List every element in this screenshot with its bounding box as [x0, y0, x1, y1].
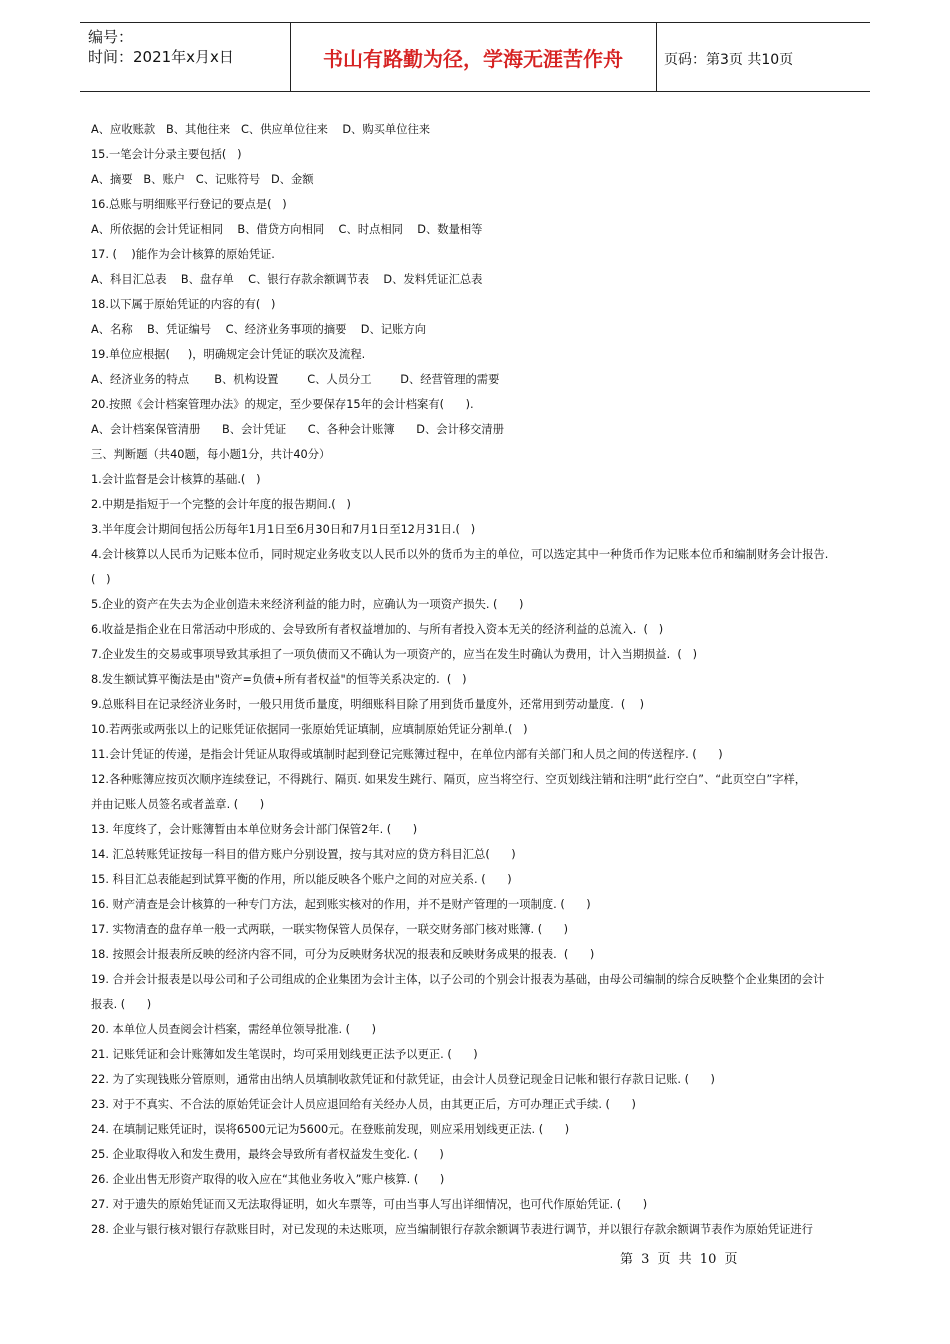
text-line: A、名称 B、凭证编号 C、经济业务事项的摘要 D、记账方向 [91, 323, 426, 336]
text-line: 9.总账科目在记录经济业务时，一般只用货币量度，明细账科目除了用到货币量度外，还常用到劳动量度. ( ) [91, 698, 645, 711]
header-info [88, 27, 288, 67]
text-line: A、摘要 B、账户 C、记账符号 D、金额 [91, 173, 314, 186]
text-line: 22. 为了实现钱账分管原则，通常由出纳人员填制收款凭证和付款凭证，由会计人员登记现金日记帐和银行存款日记账. ( ) [91, 1073, 715, 1086]
text-line: 13. 年度终了，会计账簿暂由本单位财务会计部门保管2年. ( ) [91, 823, 418, 836]
text-line: 1.会计监督是会计核算的基础.( ) [91, 473, 261, 486]
text-line: 10.若两张或两张以上的记账凭证依据同一张原始凭证填制，应填制原始凭证分割单.( ) [91, 723, 528, 736]
header-divider [656, 23, 657, 91]
text-line: 20. 本单位人员查阅会计档案，需经单位领导批准. ( ) [91, 1023, 377, 1036]
text-line: 23. 对于不真实、不合法的原始凭证会计人员应退回给有关经办人员，由其更正后，方可办理正式手续. ( ) [91, 1098, 636, 1111]
page-footer: 第 3 页 共 10 页 [620, 1252, 738, 1267]
text-line: 17. 实物清查的盘存单一般一式两联，一联实物保管人员保存，一联交财务部门核对账簿. ( ) [91, 923, 569, 936]
text-line: 5.企业的资产在失去为企业创造未来经济利益的能力时，应确认为一项资产损失. ( ) [91, 598, 524, 611]
document-time: 时间：2021年x月x日 [88, 48, 234, 66]
text-line: A、会计档案保管清册 B、会计凭证 C、各种会计账簿 D、会计移交清册 [91, 423, 505, 436]
text-line: 15. 科目汇总表能起到试算平衡的作用，所以能反映各个账户之间的对应关系. ( ) [91, 873, 512, 886]
text-line: 12.各种账簿应按页次顺序连续登记，不得跳行、隔页. 如果发生跳行、隔页，应当将空行、空页划线注销和注明“此行空白”、“此页空白”字样， [91, 773, 807, 786]
page-header [80, 22, 870, 92]
text-line: 21. 记账凭证和会计账簿如发生笔误时，均可采用划线更正法予以更正. ( ) [91, 1048, 478, 1061]
text-line: 7.企业发生的交易或事项导致其承担了一项负债而又不确认为一项资产的，应当在发生时确认为费用，计入当期损益. ( ) [91, 648, 697, 661]
text-line: 26. 企业出售无形资产取得的收入应在“其他业务收入”账户核算. ( ) [91, 1173, 445, 1186]
text-line: 并由记账人员签名或者盖章. ( ) [91, 798, 265, 811]
text-line: 14. 汇总转账凭证按每一科目的借方账户分别设置，按与其对应的贷方科目汇总( ) [91, 848, 516, 861]
text-line: 18. 按照会计报表所反映的经济内容不同，可分为反映财务状况的报表和反映财务成果的报表. ( ) [91, 948, 595, 961]
text-line: ( ) [91, 573, 111, 586]
text-line: 16. 财产清查是会计核算的一种专门方法，起到账实核对的作用，并不是财产管理的一项制度. ( ) [91, 898, 591, 911]
text-line: 20.按照《会计档案管理办法》的规定，至少要保存15年的会计档案有( ). [91, 398, 474, 411]
text-line: 19.单位应根据( )，明确规定会计凭证的联次及流程. [91, 348, 366, 361]
text-line: A、经济业务的特点 B、机构设置 C、人员分工 D、经营管理的需要 [91, 373, 500, 386]
text-line: 三、判断题（共40题，每小题1分，共计40分） [91, 448, 331, 461]
text-line: 15.一笔会计分录主要包括( ) [91, 148, 242, 161]
document-number-label: 编号： [88, 28, 134, 46]
text-line: A、科目汇总表 B、盘存单 C、银行存款余额调节表 D、发料凭证汇总表 [91, 273, 483, 286]
text-line: 28. 企业与银行核对银行存款账目时，对已发现的未达账项，应当编制银行存款余额调节表进行调节，并以银行存款余额调节表作为原始凭证进行 [91, 1223, 813, 1236]
text-line: 4.会计核算以人民币为记账本位币，同时规定业务收支以人民币以外的货币为主的单位，可以选定其中一种货币作为记账本位币和编制财务会计报告. [91, 548, 829, 561]
text-line: 18.以下属于原始凭证的内容的有( ) [91, 298, 276, 311]
header-page-code: 页码：第3页 共10页 [664, 52, 794, 68]
text-line: A、应收账款 B、其他往来 C、供应单位往来 D、购买单位往来 [91, 123, 431, 136]
text-line: 3.半年度会计期间包括公历每年1月1日至6月30日和7月1日至12月31日.( ) [91, 523, 476, 536]
text-line: A、所依据的会计凭证相同 B、借贷方向相同 C、时点相同 D、数量相等 [91, 223, 483, 236]
text-line: 11.会计凭证的传递，是指会计凭证从取得或填制时起到登记完账簿过程中，在单位内部有关部门和人员之间的传送程序. ( ) [91, 748, 723, 761]
text-line: 2.中期是指短于一个完整的会计年度的报告期间.( ) [91, 498, 351, 511]
text-line: 19. 合并会计报表是以母公司和子公司组成的企业集团为会计主体，以子公司的个别会计报表为基础，由母公司编制的综合反映整个企业集团的会计 [91, 973, 825, 986]
text-line: 17. ( )能作为会计核算的原始凭证. [91, 248, 275, 261]
text-line: 27. 对于遗失的原始凭证而又无法取得证明，如火车票等，可由当事人写出详细情况，也可代作原始凭证. ( ) [91, 1198, 648, 1211]
text-line: 24. 在填制记账凭证时，误将6500元记为5600元。在登账前发现，则应采用划线更正法. ( ) [91, 1123, 570, 1136]
header-motto: 书山有路勤为径，学海无涯苦作舟 [323, 47, 623, 71]
text-line: 报表. ( ) [91, 998, 152, 1011]
question-list [91, 117, 861, 1242]
text-line: 6.收益是指企业在日常活动中形成的、会导致所有者权益增加的、与所有者投入资本无关的经济利益的总流入. ( ) [91, 623, 664, 636]
text-line: 25. 企业取得收入和发生费用，最终会导致所有者权益发生变化. ( ) [91, 1148, 444, 1161]
text-line: 8.发生额试算平衡法是由"资产=负债+所有者权益"的恒等关系决定的. ( ) [91, 673, 467, 686]
text-line: 16.总账与明细账平行登记的要点是( ) [91, 198, 287, 211]
